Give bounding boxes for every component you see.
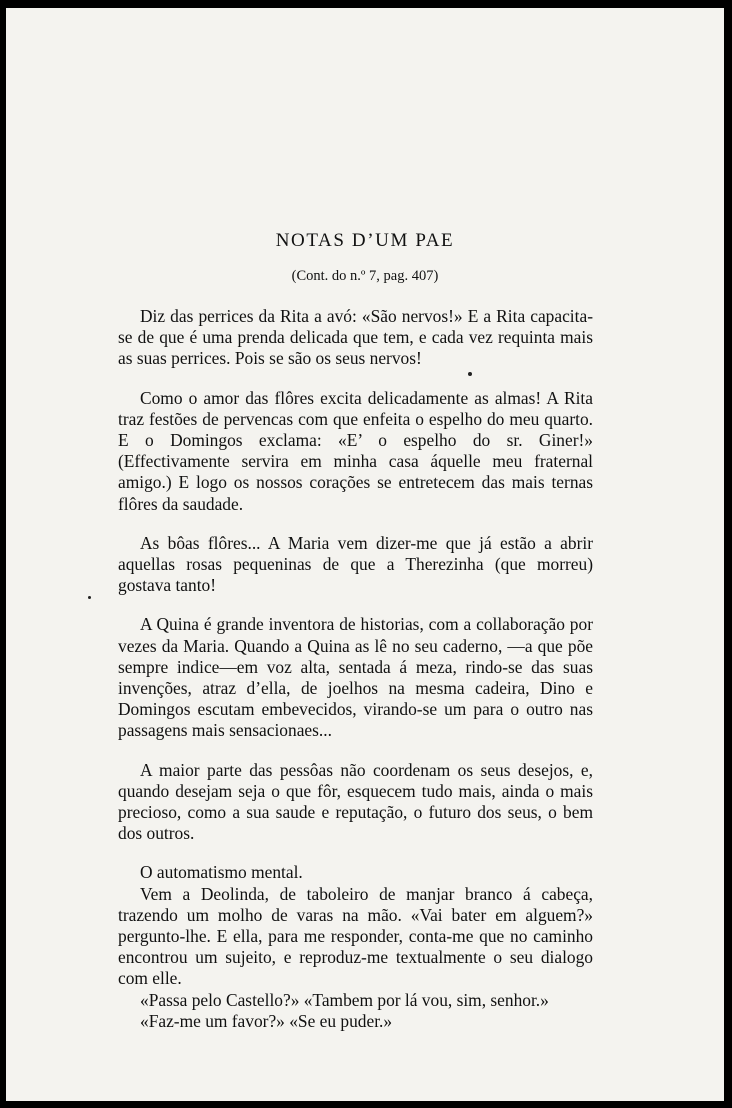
paragraph: Como o amor das flôres excita delicadamente as almas! A Rita traz festões de pervencas com que enfeita o espelho do meu quarto. E o Domingos exclama: «E’ o espelho do sr. Giner!» (Effectivamente servira em minha casa áquelle meu fraternal amigo.) E logo os nossos corações se entretecem das mais ternas flôres da saudade. xyxy=(118,387,593,514)
paragraph: Vem a Deolinda, de taboleiro de manjar branco á cabeça, trazendo um molho de varas na mão. «Vai bater em alguem?» pergunto-lhe. E ella, para me responder, conta-me que no caminho encontrou um sujeito, e reproduz-me textualmente o seu dialogo com elle. xyxy=(118,883,593,989)
paragraph: A Quina é grande inventora de historias, com a collaboração por vezes da Maria. Quando a Quina as lê no seu caderno, —a que põe sempre indice—em voz alta, sentada á meza, rindo-se das suas invenções, atraz d’ella, de joelhos na mesma cadeira, Dino e Domingos escutam embevecidos, virando-se um para o outro nas passagens mais sensacionaes... xyxy=(118,614,593,741)
paragraph: Diz das perrices da Rita a avó: «São nervos!» E a Rita capacita-se de que é uma prenda delicada que tem, e cada vez requinta mais as suas perrices. Pois se são os seus nervos! xyxy=(118,306,593,369)
continuation-note: (Cont. do n.º 7, pag. 407) xyxy=(291,268,439,284)
ink-speck xyxy=(88,596,91,599)
article-title: NOTAS D’UM PAE xyxy=(275,230,455,251)
paragraph: As bôas flôres... A Maria vem dizer-me que já estão a abrir aquellas rosas pequeninas de que a Therezinha (que morreu) gostava tanto! xyxy=(118,532,593,596)
paragraph: O automatismo mental. xyxy=(140,862,303,883)
dialogue-line: «Passa pelo Castello?» «Tambem por lá vou, sim, senhor.» xyxy=(140,989,549,1010)
article-body xyxy=(118,306,593,1032)
scanned-page xyxy=(6,8,724,1101)
paragraph: A maior parte das pessôas não coordenam os seus desejos, e, quando desejam seja o que fôr, esquecem tudo mais, ainda o mais precioso, como a sua saude e reputação, o futuro dos seus, o bem dos outros. xyxy=(118,759,593,844)
dialogue-line: «Faz-me um favor?» «Se eu puder.» xyxy=(140,1010,393,1031)
